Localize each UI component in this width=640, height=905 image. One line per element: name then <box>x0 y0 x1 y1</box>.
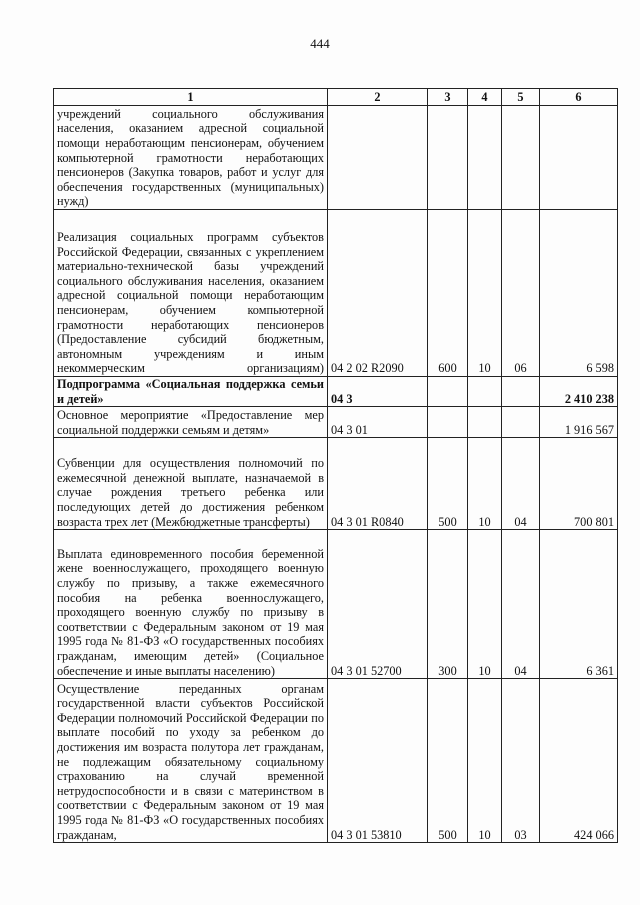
row-description: Выплата единовременного пособия беременной жене военнослужащего, проходящего военную службу по призыву, а также ежемесячного пособия на ребенка военнослужащего, проходящего военную службу по призыву в соответствии с Федеральным законом от 19 мая 1995 года № 81-ФЗ «О государственных пособиях гражданам, имеющим детей» (Социальное обеспечение и иные выплаты населению) <box>54 530 328 679</box>
row-expense-type <box>428 377 468 407</box>
row-expense-type: 300 <box>428 530 468 679</box>
row-subsection: 03 <box>502 679 540 843</box>
row-description: Основное мероприятие «Предоставление мер социальной поддержки семьям и детям» <box>54 407 328 438</box>
column-header-4: 4 <box>468 89 502 106</box>
page-number: 444 <box>310 36 330 51</box>
row-amount: 1 916 567 <box>540 407 618 438</box>
column-header-2: 2 <box>328 89 428 106</box>
row-amount: 6 361 <box>540 530 618 679</box>
column-header-6: 6 <box>540 89 618 106</box>
row-amount: 6 598 <box>540 210 618 377</box>
table-row-subprogram <box>54 377 618 407</box>
row-amount: 700 801 <box>540 438 618 530</box>
row-subsection: 04 <box>502 530 540 679</box>
row-section: 10 <box>468 438 502 530</box>
row-code: 04 2 02 R2090 <box>328 210 428 377</box>
row-amount <box>540 106 618 210</box>
table-row <box>54 679 618 843</box>
column-header-3: 3 <box>428 89 468 106</box>
row-code: 04 3 <box>328 377 428 407</box>
row-expense-type <box>428 407 468 438</box>
column-header-5: 5 <box>502 89 540 106</box>
row-subsection <box>502 377 540 407</box>
row-subsection: 04 <box>502 438 540 530</box>
row-description: Подпрограмма «Социальная поддержка семьи и детей» <box>54 377 328 407</box>
row-code: 04 3 01 R0840 <box>328 438 428 530</box>
table-row <box>54 106 618 210</box>
row-section: 10 <box>468 530 502 679</box>
row-code: 04 3 01 <box>328 407 428 438</box>
row-code <box>328 106 428 210</box>
row-subsection <box>502 106 540 210</box>
row-code: 04 3 01 53810 <box>328 679 428 843</box>
row-amount: 2 410 238 <box>540 377 618 407</box>
row-section: 10 <box>468 210 502 377</box>
row-description: учреждений социального обслуживания населения, оказанием адресной социальной помощи неработающим пенсионерам, обучением компьютерной грамотности неработающих пенсионеров (Закупка товаров, работ и услуг для обеспечения государственных (муниципальных) нужд) <box>54 106 328 210</box>
row-section <box>468 377 502 407</box>
table-row <box>54 530 618 679</box>
row-description: Реализация социальных программ субъектов Российской Федерации, связанных с укреплением материально-технической базы учреждений социального обслуживания населения, оказанием адресной социальной помощи неработающим пенсионерам, обучением компьютерной грамотности неработающих пенсионеров (Предоставление субсидий бюджетным, автономным учреждениям и иным некоммерческим организациям) <box>54 210 328 377</box>
row-section <box>468 106 502 210</box>
row-subsection <box>502 407 540 438</box>
table-row <box>54 210 618 377</box>
row-expense-type <box>428 106 468 210</box>
row-code: 04 3 01 52700 <box>328 530 428 679</box>
table-row <box>54 407 618 438</box>
row-description: Субвенции для осуществления полномочий по ежемесячной денежной выплате, назначаемой в случае рождения третьего ребенка или последующих детей до достижения ребенком возраста трех лет (Межбюджетные трансферты) <box>54 438 328 530</box>
row-section: 10 <box>468 679 502 843</box>
row-expense-type: 500 <box>428 438 468 530</box>
table-header-row <box>54 89 618 106</box>
row-expense-type: 600 <box>428 210 468 377</box>
row-subsection: 06 <box>502 210 540 377</box>
row-description: Осуществление переданных органам государственной власти субъектов Российской Федерации полномочий Российской Федерации по выплате пособий по уходу за ребенком до достижения им возраста полутора лет гражданам, не подлежащим обязательному социальному страхованию на случай временной нетрудоспособности и в связи с материнством в соответствии с Федеральным законом от 19 мая 1995 года № 81-ФЗ «О государственных пособиях гражданам, <box>54 679 328 843</box>
column-header-1: 1 <box>54 89 328 106</box>
row-expense-type: 500 <box>428 679 468 843</box>
row-amount: 424 066 <box>540 679 618 843</box>
table-row <box>54 438 618 530</box>
row-section <box>468 407 502 438</box>
budget-table <box>53 88 618 843</box>
